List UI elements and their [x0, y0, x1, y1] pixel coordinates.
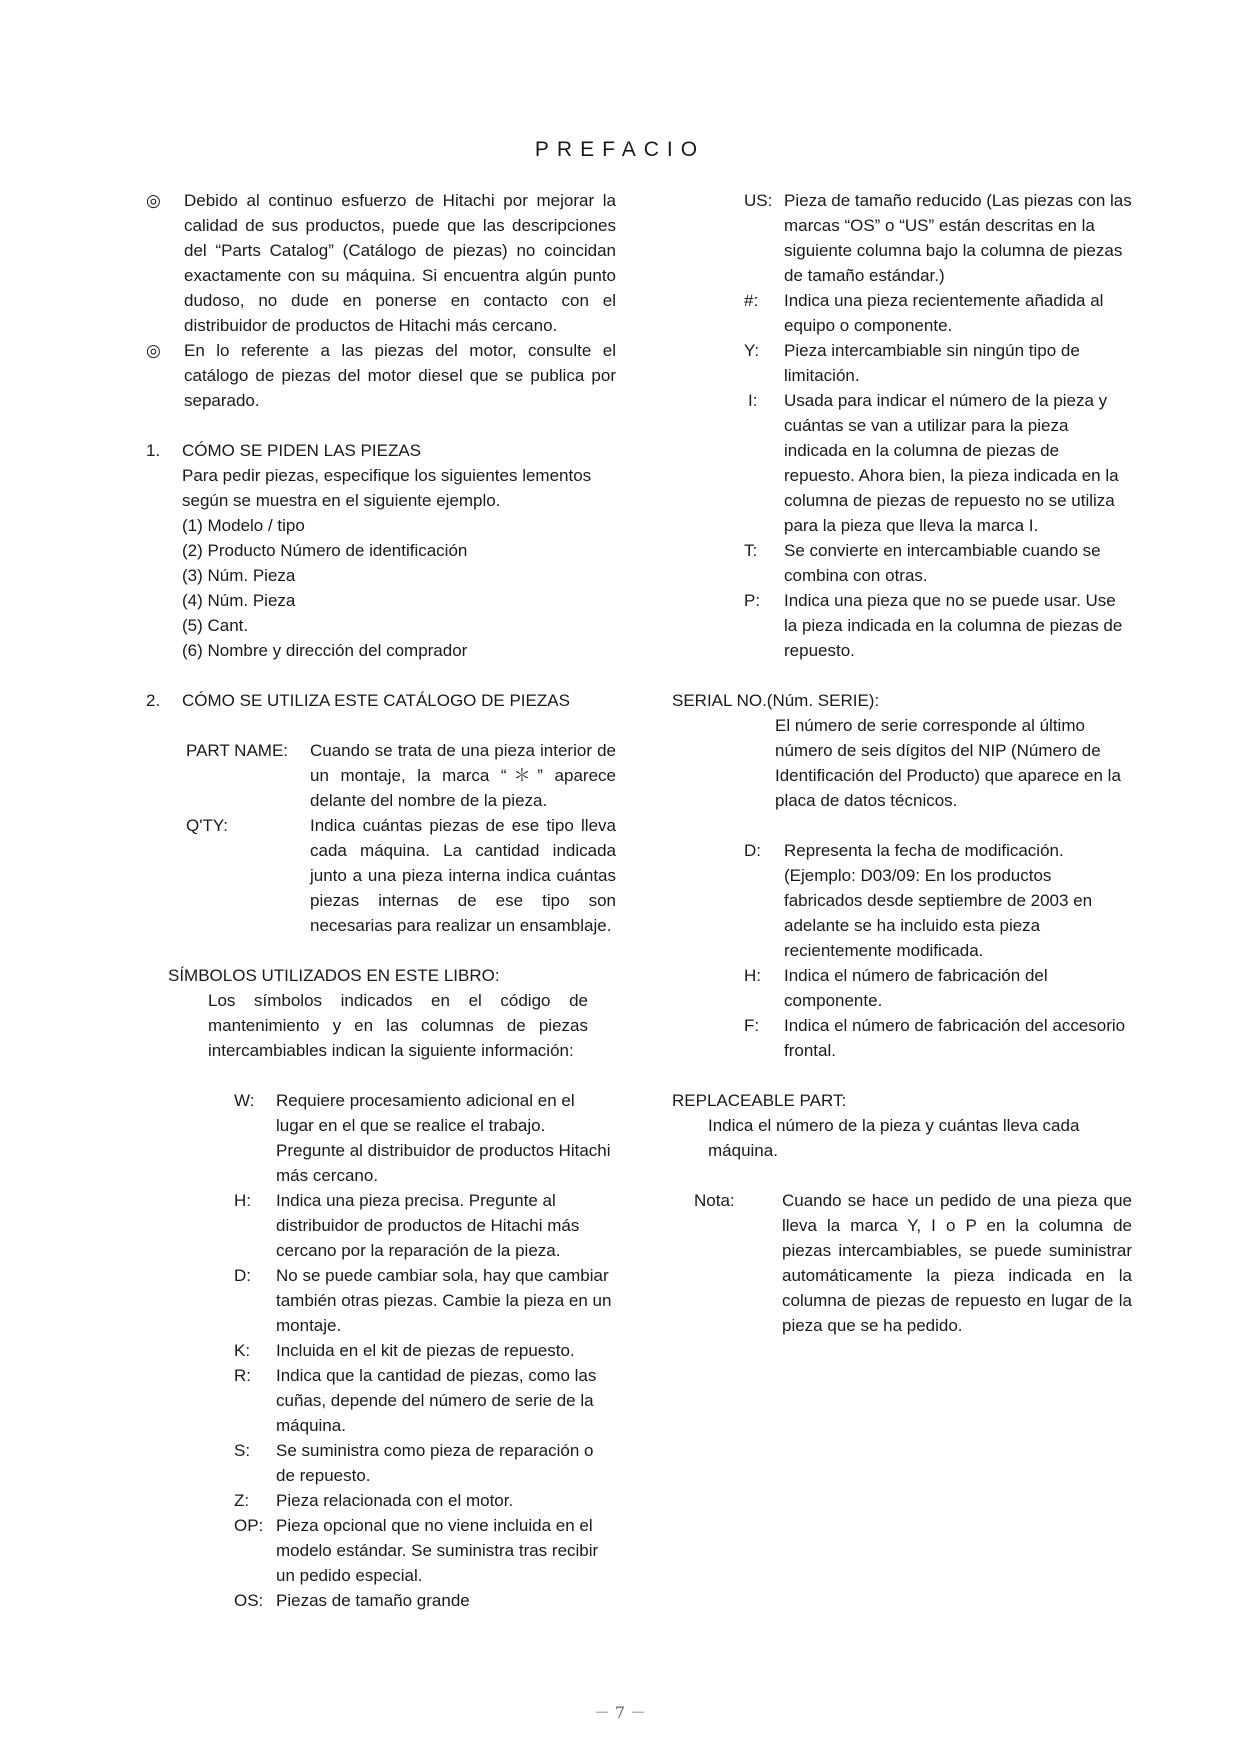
right-symbol-list — [672, 188, 1132, 663]
symbol-text: Indica una pieza precisa. Pregunte al distribuidor de productos de Hitachi más cercano por la reparación de la pieza. — [276, 1191, 580, 1260]
symbol-text: Pieza relacionada con el motor. — [276, 1491, 514, 1510]
symbol-item — [744, 963, 1132, 1013]
list-item: (3) Núm. Pieza — [182, 566, 296, 585]
double-circle-icon: ◎ — [146, 191, 161, 210]
symbol-text: Requiere procesamiento adicional en el lugar en el que se realice el trabajo. Pregunte al distribuidor de productos Hitachi más cercano. — [276, 1091, 611, 1185]
replaceable-text: Indica el número de la pieza y cuántas lleva cada máquina. — [708, 1116, 1080, 1160]
section-heading: CÓMO SE UTILIZA ESTE CATÁLOGO DE PIEZAS — [182, 691, 570, 710]
symbol-text: No se puede cambiar sola, hay que cambiar también otras piezas. Cambie la pieza en un montaje. — [276, 1266, 612, 1335]
symbol-item — [744, 388, 1132, 538]
symbol-code: H: — [234, 1191, 251, 1210]
intro-text: En lo referente a las piezas del motor, consulte el catálogo de piezas del motor diesel que se publica por separado. — [184, 341, 616, 410]
symbol-code: P: — [744, 591, 761, 610]
intro-item — [146, 188, 616, 338]
symbol-text: Pieza de tamaño reducido (Las piezas con las marcas “OS” o “US” están descritas en la siguiente columna bajo la columna de piezas de tamaño estándar.) — [784, 191, 1132, 285]
note-text: Cuando se hace un pedido de una pieza que lleva la marca Y, I o P en la columna de piezas intercambiables, se puede suministrar automáticamente la pieza indicada en la columna de piezas de repuesto en lugar de la pieza que se ha pedido. — [782, 1191, 1132, 1335]
symbol-item — [234, 1188, 616, 1263]
section-heading: CÓMO SE PIDEN LAS PIEZAS — [182, 441, 422, 460]
symbol-text: Indica el número de fabricación del accesorio frontal. — [784, 1016, 1126, 1060]
symbol-text: Indica que la cantidad de piezas, como las cuñas, depende del número de serie de la máquina. — [276, 1366, 597, 1435]
definition-item — [186, 813, 616, 938]
symbol-item — [744, 838, 1132, 963]
symbol-code: S: — [234, 1441, 251, 1460]
symbol-code: #: — [744, 291, 759, 310]
replaceable-heading: REPLACEABLE PART: — [672, 1091, 847, 1110]
symbol-text: Indica una pieza que no se puede usar. Use la pieza indicada en la columna de piezas de repuesto. — [784, 591, 1123, 660]
list-item: (4) Núm. Pieza — [182, 591, 296, 610]
symbol-text: Se suministra como pieza de reparación o de repuesto. — [276, 1441, 594, 1485]
symbol-item — [234, 1088, 616, 1188]
symbol-text: Usada para indicar el número de la pieza y cuántas se van a utilizar para la pieza indicada en la columna de piezas de repuesto. Ahora bien, la pieza indicada en la columna de piezas de repuesto no se utiliza para la pieza que lleva la marca I. — [784, 391, 1119, 535]
section-2-heading — [146, 688, 616, 713]
symbol-code: D: — [234, 1266, 251, 1285]
symbol-item — [234, 1588, 616, 1613]
note-label: Nota: — [694, 1191, 735, 1210]
definitions — [146, 738, 616, 938]
symbol-code: OP: — [234, 1516, 264, 1535]
symbol-text: Pieza intercambiable sin ningún tipo de limitación. — [784, 341, 1080, 385]
symbol-code: US: — [744, 191, 773, 210]
body-line: Para pedir piezas, especifique los siguientes lementos — [182, 466, 592, 485]
serial-heading: SERIAL NO.(Núm. SERIE): — [672, 691, 880, 710]
symbol-text: Indica una pieza recientemente añadida al equipo o componente. — [784, 291, 1104, 335]
list-item: (2) Producto Número de identificación — [182, 541, 468, 560]
symbol-code: H: — [744, 966, 761, 985]
symbol-item — [234, 1513, 616, 1588]
symbol-item — [234, 1363, 616, 1438]
section-1-body — [146, 463, 616, 663]
symbol-code: OS: — [234, 1591, 264, 1610]
note — [672, 1188, 1132, 1338]
symbols-heading: SÍMBOLOS UTILIZADOS EN ESTE LIBRO: — [168, 966, 500, 985]
serial-symbol-list — [672, 838, 1132, 1063]
symbol-item — [744, 338, 1132, 388]
symbol-code: F: — [744, 1016, 760, 1035]
section-number: 1. — [146, 441, 161, 460]
symbol-item — [234, 1338, 616, 1363]
symbol-code: W: — [234, 1091, 255, 1110]
symbol-item — [234, 1263, 616, 1338]
symbol-text: Se convierte en intercambiable cuando se combina con otras. — [784, 541, 1101, 585]
symbol-item — [234, 1438, 616, 1488]
symbol-code: T: — [744, 541, 758, 560]
list-item: (1) Modelo / tipo — [182, 516, 305, 535]
definition-item — [186, 738, 616, 813]
serial-text: El número de serie corresponde al último número de seis dígitos del NIP (Número de Identificación del Producto) que aparece en la placa de datos técnicos. — [775, 716, 1121, 810]
symbols-intro: Los símbolos indicados en el código de mantenimiento y en las columnas de piezas intercambiables indican la siguiente información: — [208, 991, 588, 1060]
symbol-text: Incluida en el kit de piezas de repuesto. — [276, 1341, 575, 1360]
symbol-text: Piezas de tamaño grande — [276, 1591, 470, 1610]
symbol-list — [146, 1088, 616, 1613]
left-column — [146, 188, 616, 1613]
page-title: PREFACIO — [534, 138, 706, 161]
symbol-code: K: — [234, 1341, 251, 1360]
section-1-heading — [146, 438, 616, 463]
symbol-item — [744, 588, 1132, 663]
list-item: (5) Cant. — [182, 616, 249, 635]
page-number: － 7 － — [593, 1703, 647, 1722]
definition-text: Cuando se trata de una pieza interior de un montaje, la marca “＊” aparece delante del nombre de la pieza. — [310, 741, 616, 810]
symbol-code: D: — [744, 841, 761, 860]
symbol-item — [744, 288, 1132, 338]
symbol-item — [744, 188, 1132, 288]
symbol-code: Z: — [234, 1491, 250, 1510]
body-line: según se muestra en el siguiente ejemplo. — [182, 491, 501, 510]
symbol-text: Pieza opcional que no viene incluida en el modelo estándar. Se suministra tras recibir un pedido especial. — [276, 1516, 599, 1585]
symbol-text: Representa la fecha de modificación. (Ejemplo: D03/09: En los productos fabricados desde septiembre de 2003 en adelante se ha incluido esta pieza recientemente modificada. — [784, 841, 1093, 960]
right-column — [672, 188, 1132, 1338]
symbol-code: Y: — [744, 341, 760, 360]
section-number: 2. — [146, 691, 161, 710]
symbol-item — [234, 1488, 616, 1513]
intro-text: Debido al continuo esfuerzo de Hitachi por mejorar la calidad de sus productos, puede que las descripciones del “Parts Catalog” (Catálogo de piezas) no coincidan exactamente con su máquina. Si encuentra algún punto dudoso, no dude en ponerse en contacto con el distribuidor de productos de Hitachi más cercano. — [184, 191, 616, 335]
symbol-code: I: — [748, 391, 758, 410]
intro-item — [146, 338, 616, 413]
symbol-item — [744, 1013, 1132, 1063]
definition-term: Q'TY: — [186, 816, 228, 835]
definition-term: PART NAME: — [186, 741, 289, 760]
symbol-item — [744, 538, 1132, 588]
symbol-text: Indica el número de fabricación del componente. — [784, 966, 1048, 1010]
symbol-code: R: — [234, 1366, 251, 1385]
list-item: (6) Nombre y dirección del comprador — [182, 641, 468, 660]
definition-text: Indica cuántas piezas de ese tipo lleva cada máquina. La cantidad indicada junto a una pieza interna indica cuántas piezas internas de ese tipo son necesarias para realizar un ensamblaje. — [310, 816, 616, 935]
double-circle-icon: ◎ — [146, 341, 161, 360]
